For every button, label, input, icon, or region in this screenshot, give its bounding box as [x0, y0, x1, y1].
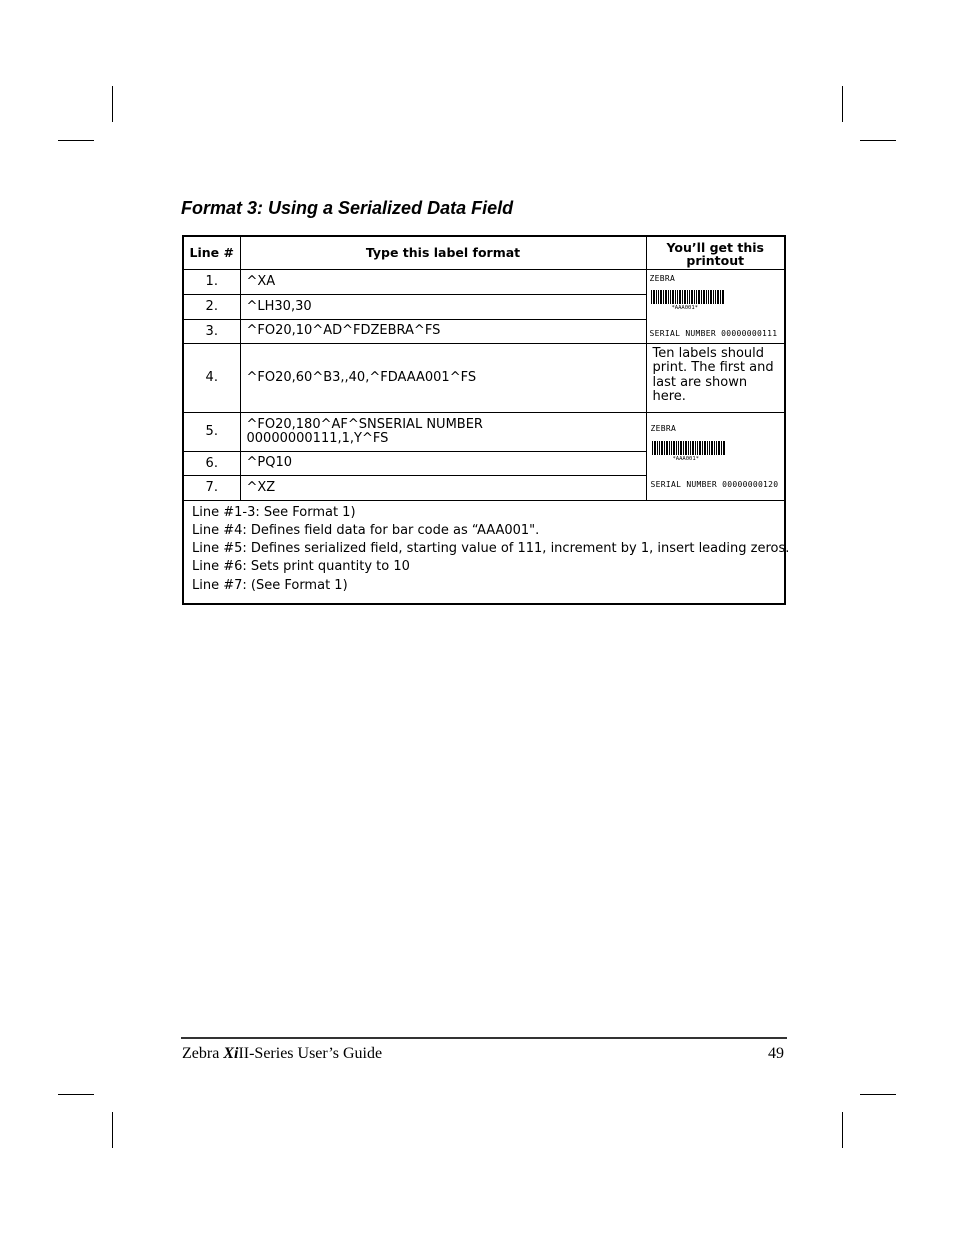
table-header-row [183, 236, 785, 269]
notes-cell [183, 500, 790, 604]
crop-mark [860, 140, 896, 141]
page-number: 49 [768, 1045, 784, 1062]
format-code: ^XA [240, 269, 646, 294]
table-row [183, 412, 785, 451]
label-preview-first [646, 269, 785, 343]
crop-mark [112, 1112, 113, 1148]
line-number: 4. [183, 343, 240, 412]
line-number: 6. [183, 451, 240, 475]
note-line: Line #4: Defines field data for bar code as “AAA001". [192, 522, 540, 538]
barcode-text: *AAA001* [672, 455, 699, 462]
note-line: Line #1-3: See Format 1) [192, 504, 356, 520]
notes-row [183, 500, 785, 604]
label-company: ZEBRA [649, 273, 676, 283]
footer-guide-prefix: Zebra [182, 1045, 224, 1062]
format-code: ^FO20,180^AF^SNSERIAL NUMBER 00000000111,1,Y^FS [240, 412, 646, 451]
crop-mark [58, 1094, 94, 1095]
crop-mark [842, 86, 843, 122]
line-number: 3. [183, 319, 240, 343]
crop-mark [58, 140, 94, 141]
footer-rule [181, 1037, 787, 1039]
crop-mark [842, 1112, 843, 1148]
label-preview-last [646, 412, 785, 500]
line-number: 1. [183, 269, 240, 294]
footer-guide-suffix: II-Series User’s Guide [238, 1045, 383, 1062]
table-row [183, 343, 785, 412]
printout-note: Ten labels should print. The first and last are shown here. [646, 343, 785, 412]
section-title: Format 3: Using a Serialized Data Field [181, 198, 514, 218]
format-code: ^FO20,10^AD^FDZEBRA^FS [240, 319, 646, 343]
format-code: ^PQ10 [240, 451, 646, 475]
header-line-number: Line # [183, 236, 240, 269]
format-code: ^XZ [240, 475, 646, 500]
header-label-format: Type this label format [240, 236, 646, 269]
header-printout: You’ll get this printout [646, 236, 785, 269]
format-code: ^LH30,30 [240, 294, 646, 319]
footer-guide-title [182, 1045, 382, 1063]
table-row [183, 269, 785, 294]
footer-guide-xi: Xi [223, 1045, 239, 1062]
label-serial: SERIAL NUMBER 00000000111 [649, 328, 778, 338]
format-table [182, 235, 790, 605]
crop-mark [112, 86, 113, 122]
label-serial: SERIAL NUMBER 00000000120 [650, 479, 779, 489]
note-line: Line #5: Defines serialized field, starting value of 111, increment by 1, insert leading zeros. [192, 541, 790, 557]
line-number: 7. [183, 475, 240, 500]
note-line: Line #7: (See Format 1) [192, 577, 348, 593]
crop-mark [860, 1094, 896, 1095]
note-line: Line #6: Sets print quantity to 10 [192, 559, 410, 575]
line-number: 2. [183, 294, 240, 319]
format-code: ^FO20,60^B3,,40,^FDAAA001^FS [240, 343, 646, 412]
label-company: ZEBRA [650, 423, 677, 433]
barcode-image [651, 290, 725, 304]
line-number: 5. [183, 412, 240, 451]
barcode-image [652, 441, 726, 455]
barcode-text: *AAA001* [671, 304, 698, 311]
